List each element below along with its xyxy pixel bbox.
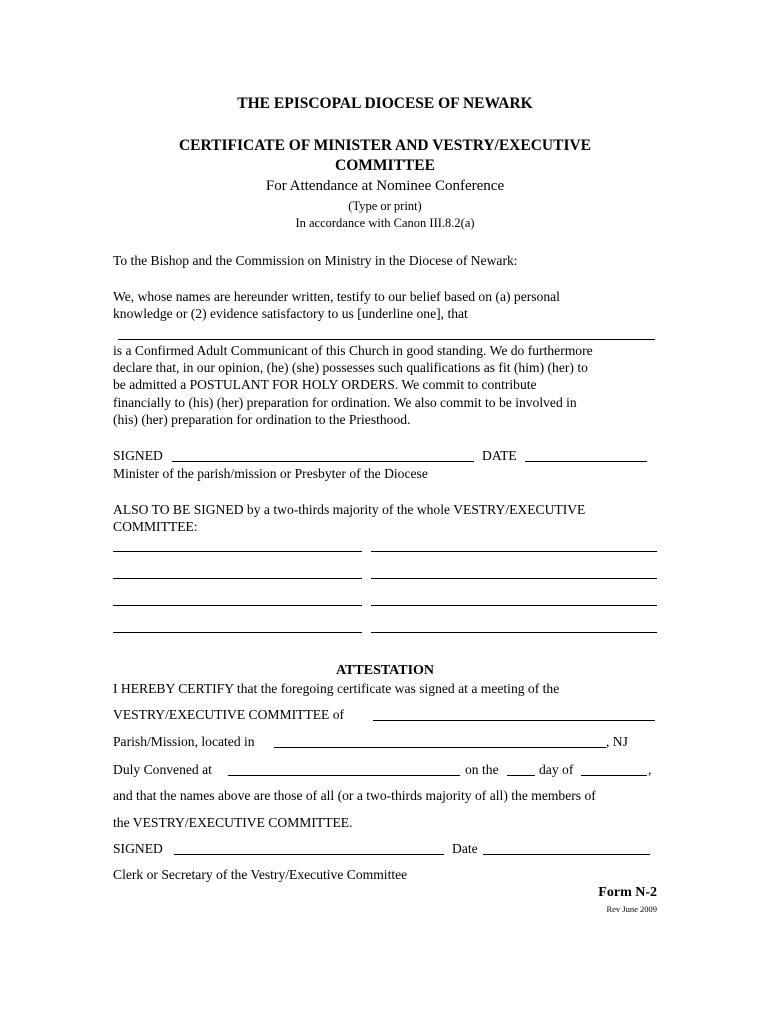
declaration-line5: (his) (her) preparation for ordination to the Priesthood.	[113, 412, 411, 427]
vestry-signature-field[interactable]	[113, 578, 362, 579]
minister-signature-field[interactable]	[172, 461, 474, 462]
month-field[interactable]	[581, 775, 647, 776]
day-of-label: day of	[539, 762, 574, 777]
vestry-signature-field[interactable]	[113, 605, 362, 606]
minister-date-field[interactable]	[525, 461, 647, 462]
vestry-signature-field[interactable]	[113, 632, 362, 633]
candidate-name-field[interactable]	[118, 339, 655, 340]
vestry-signature-field[interactable]	[371, 632, 657, 633]
nj-label: , NJ	[606, 734, 628, 749]
minister-date-label: DATE	[482, 448, 517, 463]
vestry-of-field[interactable]	[373, 720, 655, 721]
vestry-signature-field[interactable]	[371, 551, 657, 552]
minister-caption: Minister of the parish/mission or Presbyter of the Diocese	[113, 466, 428, 481]
clerk-date-field[interactable]	[483, 854, 650, 855]
certificate-subtitle: For Attendance at Nominee Conference	[265, 178, 505, 194]
on-the-label: on the	[465, 762, 499, 777]
canon-reference: In accordance with Canon III.8.2(a)	[295, 216, 475, 230]
vestry-instruction-line2: COMMITTEE:	[113, 519, 198, 534]
minister-signed-label: SIGNED	[113, 448, 163, 463]
diocese-heading: THE EPISCOPAL DIOCESE OF NEWARK	[237, 95, 533, 112]
clerk-date-label: Date	[452, 841, 478, 856]
parish-located-label: Parish/Mission, located in	[113, 734, 255, 749]
parish-location-field[interactable]	[274, 747, 606, 748]
certificate-title-line1: CERTIFICATE OF MINISTER AND VESTRY/EXECUTIVE	[178, 137, 592, 154]
clerk-signed-label: SIGNED	[113, 841, 163, 856]
form-number: Form N-2	[598, 885, 657, 900]
attestation-line6: the VESTRY/EXECUTIVE COMMITTEE.	[113, 815, 353, 830]
vestry-instruction-line1: ALSO TO BE SIGNED by a two-thirds majority of the whole VESTRY/EXECUTIVE	[113, 502, 586, 517]
convened-place-field[interactable]	[228, 775, 460, 776]
vestry-of-label: VESTRY/EXECUTIVE COMMITTEE of	[113, 707, 345, 722]
comma-mark: ,	[648, 762, 652, 777]
duly-convened-label: Duly Convened at	[113, 762, 212, 777]
attestation-line1: I HEREBY CERTIFY that the foregoing certificate was signed at a meeting of the	[113, 681, 560, 696]
attestation-line5: and that the names above are those of all (or a two-thirds majority of all) the members of	[113, 788, 596, 803]
declaration-line3: be admitted a POSTULANT FOR HOLY ORDERS. We commit to contribute	[113, 377, 537, 392]
type-or-print-note: (Type or print)	[348, 199, 422, 213]
clerk-caption: Clerk or Secretary of the Vestry/Executive Committee	[113, 867, 408, 882]
clerk-signature-field[interactable]	[174, 854, 444, 855]
vestry-signature-field[interactable]	[113, 551, 362, 552]
salutation: To the Bishop and the Commission on Ministry in the Diocese of Newark:	[113, 253, 518, 268]
declaration-line4: financially to (his) (her) preparation for ordination. We also commit to be involved in	[113, 395, 577, 410]
revision-date: Rev June 2009	[606, 904, 657, 914]
declaration-line2: declare that, in our opinion, (he) (she) possesses such qualifications as fit (him) (her) to	[113, 360, 588, 375]
certificate-title-line2: COMMITTEE	[335, 157, 435, 174]
testimony-line1: We, whose names are hereunder written, testify to our belief based on (a) personal	[113, 289, 560, 304]
vestry-signature-field[interactable]	[371, 578, 657, 579]
vestry-signature-field[interactable]	[371, 605, 657, 606]
attestation-heading: ATTESTATION	[335, 663, 435, 678]
day-field[interactable]	[507, 775, 535, 776]
testimony-line2: knowledge or (2) evidence satisfactory to us [underline one], that	[113, 306, 468, 321]
declaration-line1: is a Confirmed Adult Communicant of this Church in good standing. We do furthermore	[113, 343, 593, 358]
